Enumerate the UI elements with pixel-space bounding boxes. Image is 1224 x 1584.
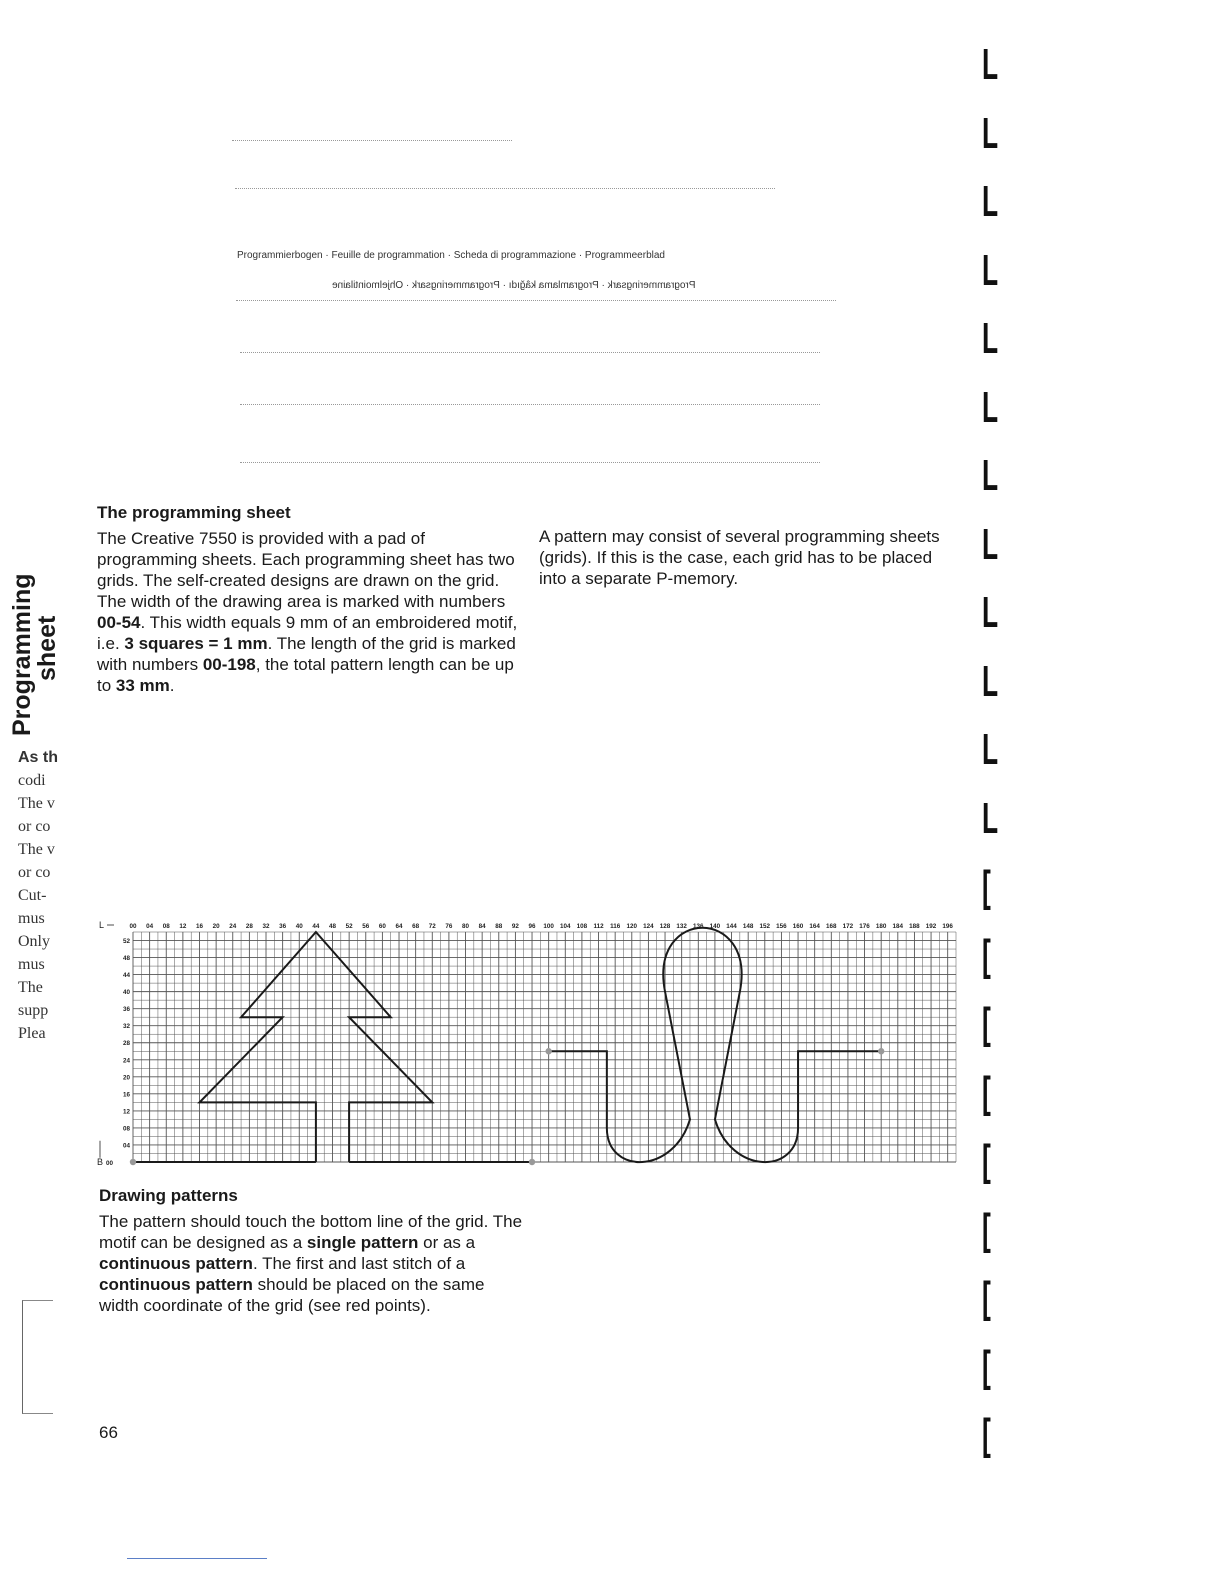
bold-term: single pattern xyxy=(306,1233,419,1252)
grid-x-label: 48 xyxy=(329,923,337,930)
grid-y-label: 16 xyxy=(122,1091,130,1099)
grid-x-label: 160 xyxy=(792,923,804,930)
side-fragment: Cut- xyxy=(18,887,47,904)
grid-x-label: 12 xyxy=(179,923,187,930)
grid-x-label: 96 xyxy=(528,923,536,930)
grid-x-label: 80 xyxy=(462,923,470,930)
section-title-drawing-patterns: Drawing patterns xyxy=(99,1186,238,1205)
binding-ring-mark: L xyxy=(982,177,999,226)
grid-x-label: 180 xyxy=(875,923,887,930)
grid-x-label: 56 xyxy=(362,923,370,930)
text-run: . The first and last stitch of a xyxy=(252,1254,466,1273)
section-title-programming-sheet: The programming sheet xyxy=(97,503,291,522)
binding-ring-mark: [ xyxy=(982,862,991,911)
grid-x-label: 144 xyxy=(726,923,737,930)
faint-rule xyxy=(240,462,820,463)
grid-y-label: 24 xyxy=(122,1057,130,1065)
bold-term: 00-54 xyxy=(97,613,141,632)
text-run: The pattern should touch the bottom line of the grid. The motif can be designed as a xyxy=(99,1212,523,1252)
page-number: 66 xyxy=(99,1423,118,1442)
grid-x-label: 128 xyxy=(659,923,671,930)
faint-rule xyxy=(240,404,820,405)
blue-rule xyxy=(127,1558,267,1559)
text-run: , the total pattern length can be up to xyxy=(97,655,514,695)
grid-x-label: 124 xyxy=(643,923,654,930)
header-mirrored-line xyxy=(332,280,695,291)
grid-x-label: 168 xyxy=(826,923,837,930)
grid-x-label: 92 xyxy=(511,923,519,930)
grid-x-label: 156 xyxy=(776,923,787,930)
header-languages-line: Programmierbogen · Feuille de programmation · Scheda di programmazione · Programmeerblad xyxy=(237,250,665,261)
grid-x-label: 108 xyxy=(576,923,588,930)
grid-x-label: 60 xyxy=(378,923,386,930)
grid-y-label: 20 xyxy=(122,1074,130,1082)
grid-x-label: 164 xyxy=(809,923,820,930)
bold-term: continuous pattern xyxy=(99,1254,253,1273)
grid-x-label: 184 xyxy=(892,923,904,930)
grid-x-label: 72 xyxy=(428,923,436,930)
grid-x-label: 120 xyxy=(626,923,638,930)
grid-x-label: 140 xyxy=(709,923,721,930)
binding-ring-mark: [ xyxy=(982,1136,991,1185)
grid-x-label: 68 xyxy=(412,923,420,930)
faint-rule xyxy=(232,140,512,141)
grid-x-label: 16 xyxy=(195,923,204,930)
binding-ring-mark: L xyxy=(982,725,999,774)
grid-y-label: 28 xyxy=(122,1040,130,1048)
programming-grid xyxy=(90,912,970,1177)
grid-corner-top: L xyxy=(99,920,105,930)
grid-x-label: 08 xyxy=(162,923,170,930)
binding-ring-mark: [ xyxy=(982,930,991,980)
grid-y-label: 00 xyxy=(106,1160,114,1167)
grid-x-label: 116 xyxy=(610,923,621,930)
text-run: . This width equals 9 mm of an embroidered motif, i.e. xyxy=(97,613,518,653)
text-run: should be placed on the same width coordinate of the grid (see red points). xyxy=(99,1275,485,1315)
grid-y-label: 52 xyxy=(122,938,130,946)
grid-y-label: 36 xyxy=(122,1006,130,1014)
grid-y-label: 04 xyxy=(122,1142,130,1150)
grid-x-label: 84 xyxy=(478,923,486,930)
grid-x-label: 152 xyxy=(759,923,771,930)
text-run: The Creative 7550 is provided with a pad of programming sheets. Each programming sheet has two grids. The self-created designs are drawn on the grid. The width of the drawing area is marked with numbers xyxy=(97,529,515,611)
side-tab-title-line2: sheet xyxy=(33,615,61,681)
side-fragment: or co xyxy=(18,864,51,881)
grid-x-label: 44 xyxy=(312,923,320,930)
text-run: or as a xyxy=(418,1233,476,1252)
side-fragment: The v xyxy=(18,841,55,858)
stitch-point-marker xyxy=(878,1048,884,1054)
binding-ring-mark: L xyxy=(982,656,999,706)
grid-x-label: 24 xyxy=(229,923,237,930)
side-fragment: The v xyxy=(18,795,55,812)
bold-term: 33 mm xyxy=(115,676,170,695)
bold-term: 00-198 xyxy=(202,655,256,674)
binding-ring-mark: [ xyxy=(982,1273,991,1322)
grid-x-label: 192 xyxy=(925,923,937,930)
grid-x-label: 176 xyxy=(859,923,870,930)
binding-ring-mark: L xyxy=(982,451,999,500)
mirrored-text: Programmeringsark · Programlama kâğıdı · Programmeringsark · Ohjelmointilaine xyxy=(332,280,696,291)
side-fragment: As th xyxy=(18,749,58,766)
grid-x-label: 00 xyxy=(129,923,137,930)
binding-ring-mark: L xyxy=(982,314,999,363)
grid-y-label: 48 xyxy=(122,955,130,963)
faint-rule xyxy=(235,188,775,189)
binding-ring-mark: [ xyxy=(982,999,991,1048)
grid-x-label: 88 xyxy=(495,923,503,930)
binding-ring-mark: [ xyxy=(982,1204,991,1254)
binding-ring-mark: L xyxy=(982,245,999,295)
binding-ring-mark: L xyxy=(982,40,999,89)
stitch-point-marker xyxy=(130,1159,136,1165)
text-run: . xyxy=(169,676,175,695)
side-fragment: Plea xyxy=(18,1025,46,1042)
bold-term: continuous pattern xyxy=(99,1275,253,1294)
binding-ring-mark: [ xyxy=(982,1341,991,1391)
grid-x-label: 148 xyxy=(742,923,754,930)
grid-x-label: 76 xyxy=(445,923,453,930)
grid-y-label: 40 xyxy=(122,989,130,997)
grid-y-label: 08 xyxy=(122,1125,130,1133)
programming-sheet-paragraph xyxy=(97,528,522,696)
bold-term: 3 squares = 1 mm xyxy=(124,634,268,653)
grid-x-label: 112 xyxy=(593,923,604,930)
grid-x-label: 64 xyxy=(395,923,403,930)
side-fragment: supp xyxy=(18,1002,49,1019)
side-tab-fragments xyxy=(18,746,58,1045)
side-fragment: mus xyxy=(18,956,45,973)
grid-y-label: 44 xyxy=(122,972,130,980)
side-fragment: The xyxy=(18,979,43,996)
binding-ring-mark: L xyxy=(982,382,999,432)
faint-rule xyxy=(240,352,820,353)
stitch-point-marker xyxy=(529,1159,535,1165)
grid-x-label: 04 xyxy=(146,923,154,930)
grid-x-label: 196 xyxy=(942,923,953,930)
drawing-patterns-paragraph xyxy=(99,1211,524,1316)
binding-ring-mark: L xyxy=(982,108,999,158)
grid-x-label: 132 xyxy=(676,923,687,930)
grid-x-label: 136 xyxy=(693,923,704,930)
binding-ring-mark: L xyxy=(982,588,999,637)
side-tab-title xyxy=(10,573,60,736)
side-fragment: Only xyxy=(18,933,50,950)
multi-sheet-paragraph: A pattern may consist of several programming sheets (grids). If this is the case, each grid has to be placed into a separate P-memory. xyxy=(539,527,940,588)
grid-x-label: 40 xyxy=(295,923,303,930)
grid-x-label: 104 xyxy=(560,923,571,930)
faint-rule xyxy=(236,300,836,301)
side-tab-title-line1: Programming xyxy=(8,573,36,736)
stitch-point-marker xyxy=(545,1048,551,1054)
binding-ring-mark: L xyxy=(982,793,999,843)
grid-x-label: 28 xyxy=(245,923,253,930)
binding-ring-mark: [ xyxy=(982,1067,991,1117)
bracket-mark xyxy=(22,1300,53,1414)
grid-x-label: 188 xyxy=(909,923,920,930)
grid-x-label: 52 xyxy=(345,923,353,930)
binding-ring-mark: [ xyxy=(982,1410,991,1459)
side-fragment: codi xyxy=(18,772,46,789)
text-run: . The length of the grid is marked with numbers xyxy=(97,634,516,674)
grid-x-label: 20 xyxy=(212,923,220,930)
side-fragment: mus xyxy=(18,910,45,927)
binding-ring-mark: L xyxy=(982,519,999,569)
grid-corner-bottom: B xyxy=(97,1157,104,1167)
grid-x-label: 36 xyxy=(279,923,287,930)
side-fragment: or co xyxy=(18,818,51,835)
grid-x-label: 100 xyxy=(543,923,554,930)
grid-y-label: 12 xyxy=(122,1108,130,1116)
grid-x-label: 32 xyxy=(262,923,270,930)
grid-y-label: 32 xyxy=(122,1023,130,1031)
grid-x-label: 172 xyxy=(842,923,854,930)
